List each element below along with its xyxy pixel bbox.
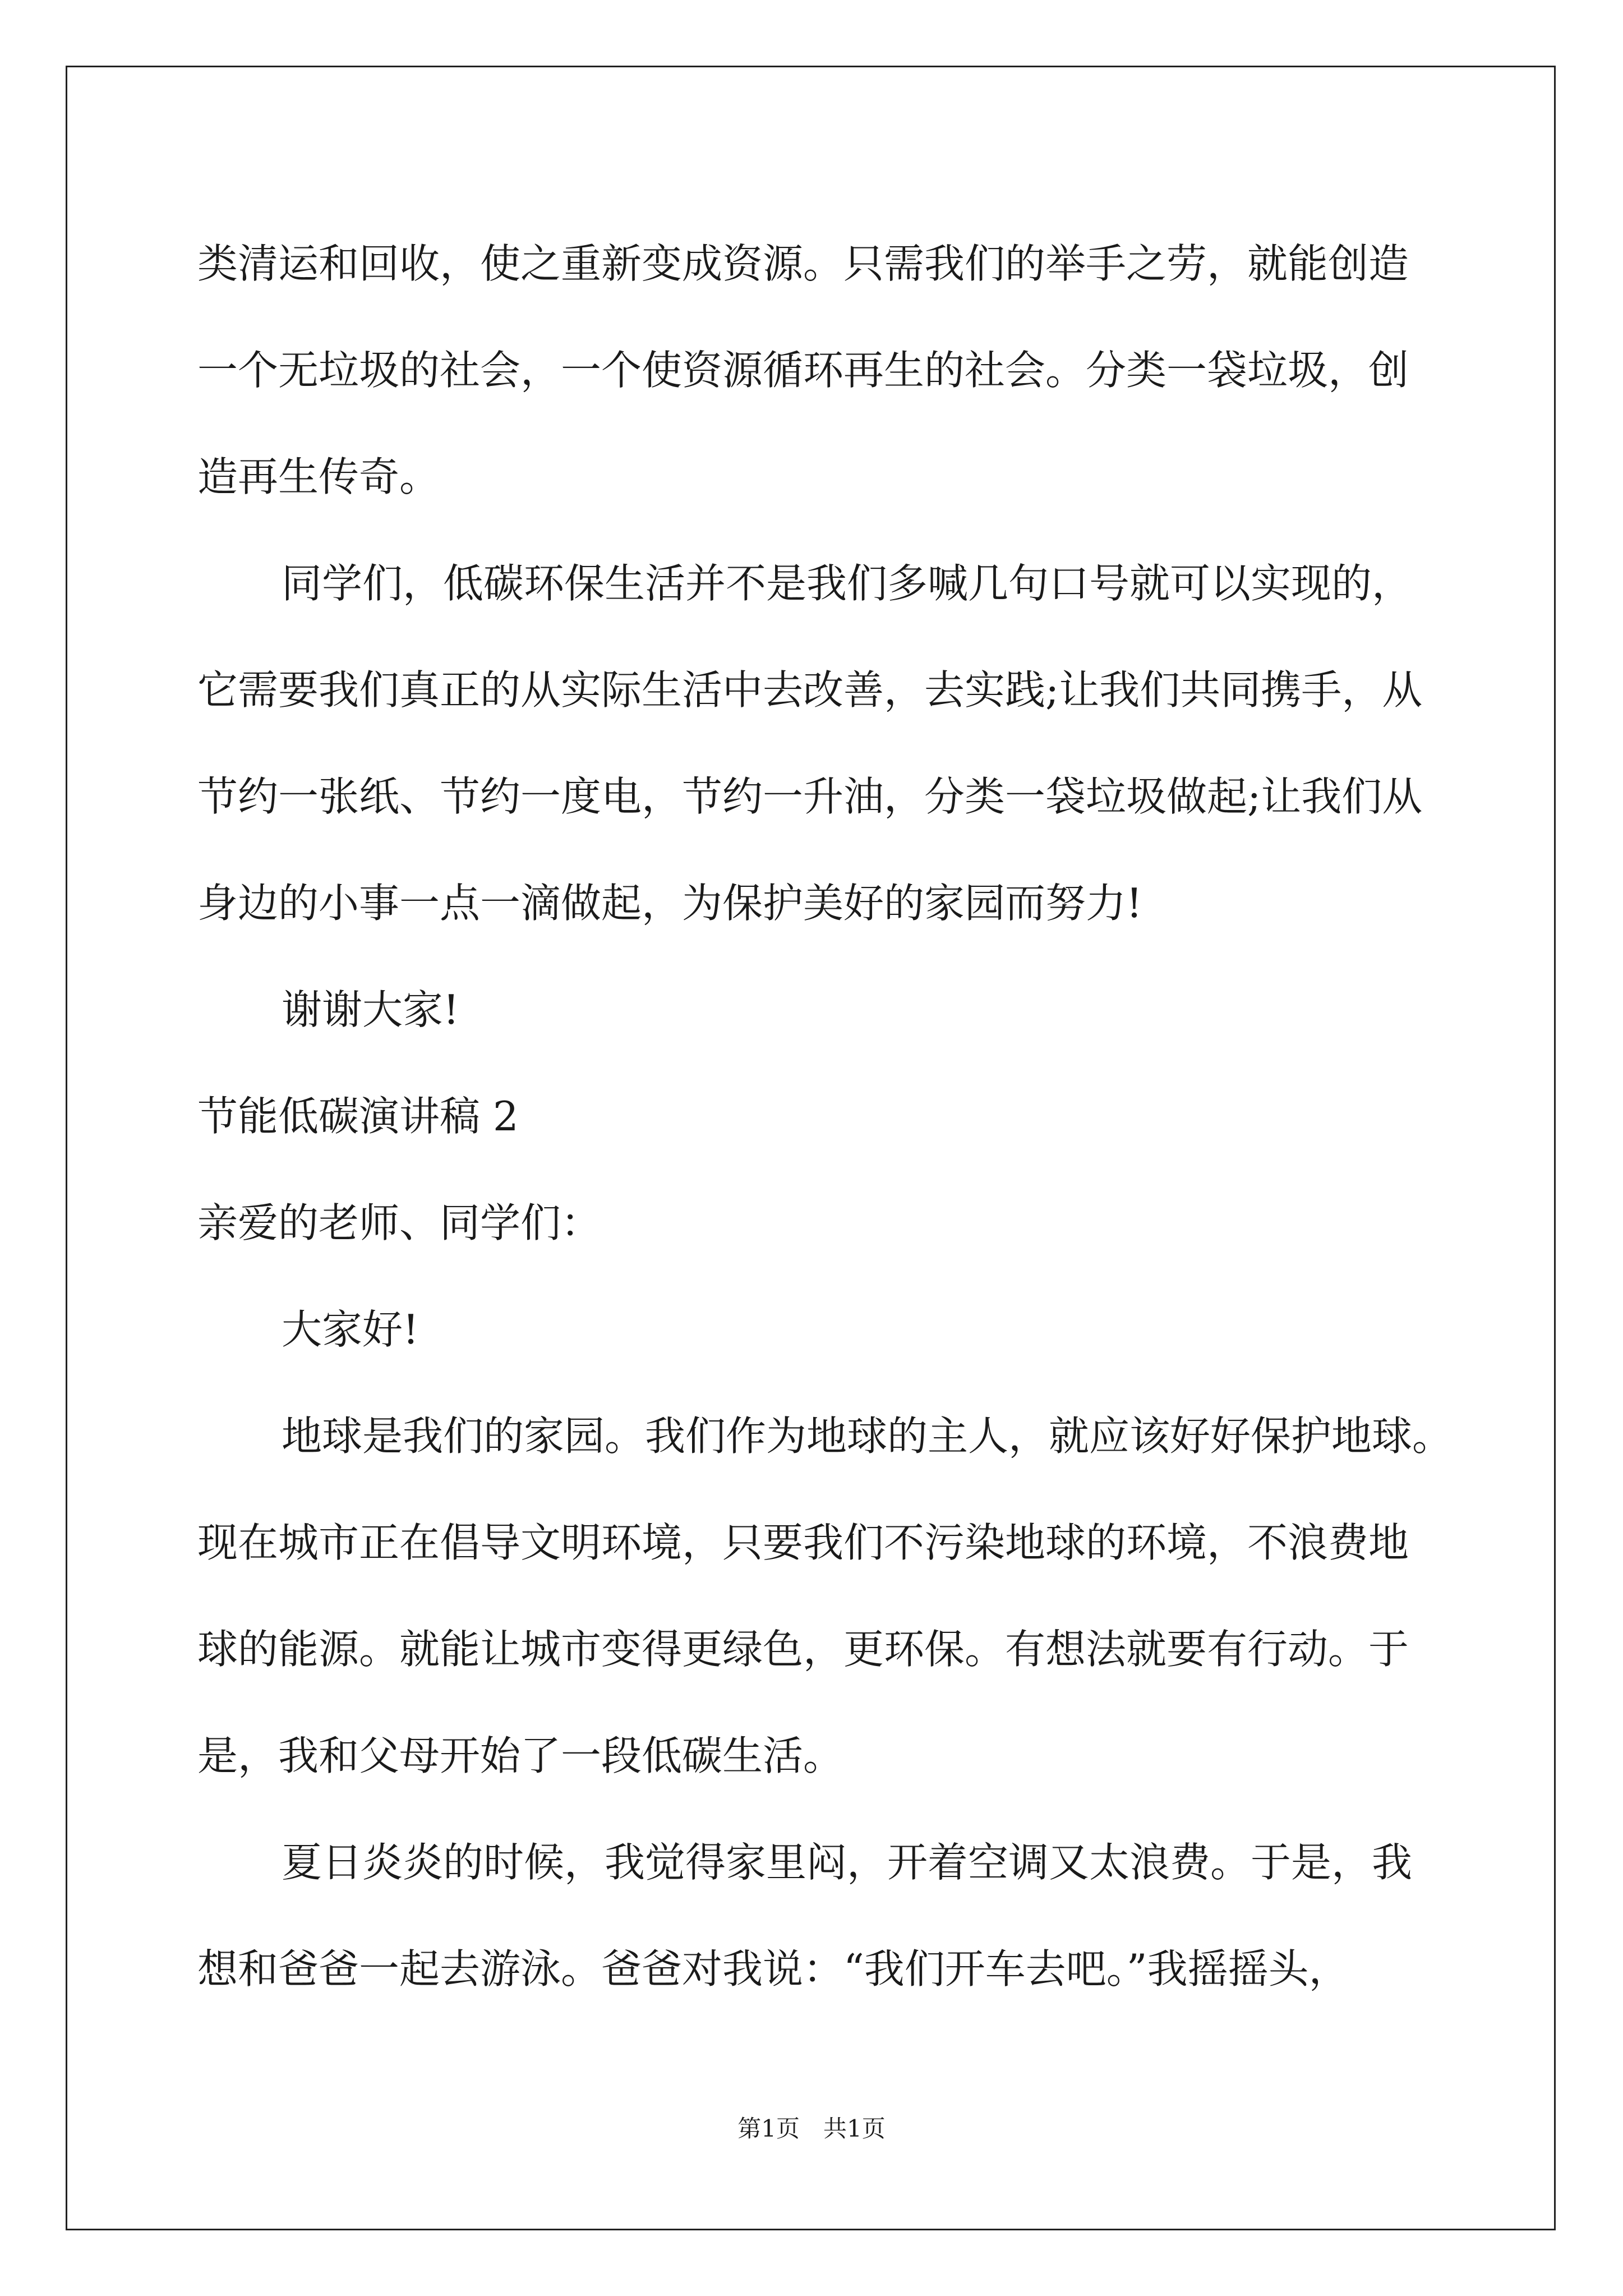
- text-line: 身边的小事一点一滴做起，为保护美好的家园而努力!: [197, 880, 1142, 927]
- text-line: 夏日炎炎的时候，我觉得家里闷，开着空调又太浪费。于是，我: [282, 1839, 1413, 1886]
- text-line: 现在城市正在倡导文明环境，只要我们不污染地球的环境，不浪费地: [197, 1519, 1409, 1566]
- text-line: 一个无垃圾的社会，一个使资源循环再生的社会。分类一袋垃圾，创: [197, 347, 1409, 394]
- text-line: 节约一张纸、节约一度电，节约一升油，分类一袋垃圾做起;让我们从: [197, 773, 1423, 820]
- text-line: 大家好!: [282, 1306, 419, 1353]
- text-line: 同学们，低碳环保生活并不是我们多喊几句口号就可以实现的，: [282, 560, 1413, 607]
- text-line: 球的能源。就能让城市变得更绿色，更环保。有想法就要有行动。于: [197, 1626, 1409, 1673]
- text-line: 想和爸爸一起去游泳。爸爸对我说：“我们开车去吧。”我摇摇头，: [197, 1945, 1349, 1993]
- text-line: 是，我和父母开始了一段低碳生活。: [197, 1732, 844, 1779]
- text-line: 类清运和回收，使之重新变成资源。只需我们的举手之劳，就能创造: [197, 240, 1409, 287]
- text-line: 节能低碳演讲稿 2: [197, 1093, 519, 1140]
- page-footer: 第1页 共1页: [737, 2115, 886, 2142]
- text-line: 造再生传奇。: [197, 453, 440, 500]
- text-line: 谢谢大家!: [282, 986, 459, 1033]
- text-line: 地球是我们的家园。我们作为地球的主人，就应该好好保护地球。: [282, 1412, 1453, 1460]
- text-line: 亲爱的老师、同学们：: [197, 1199, 602, 1246]
- document-body: [197, 210, 1453, 2022]
- text-line: 它需要我们真正的从实际生活中去改善，去实践;让我们共同携手，从: [197, 666, 1423, 714]
